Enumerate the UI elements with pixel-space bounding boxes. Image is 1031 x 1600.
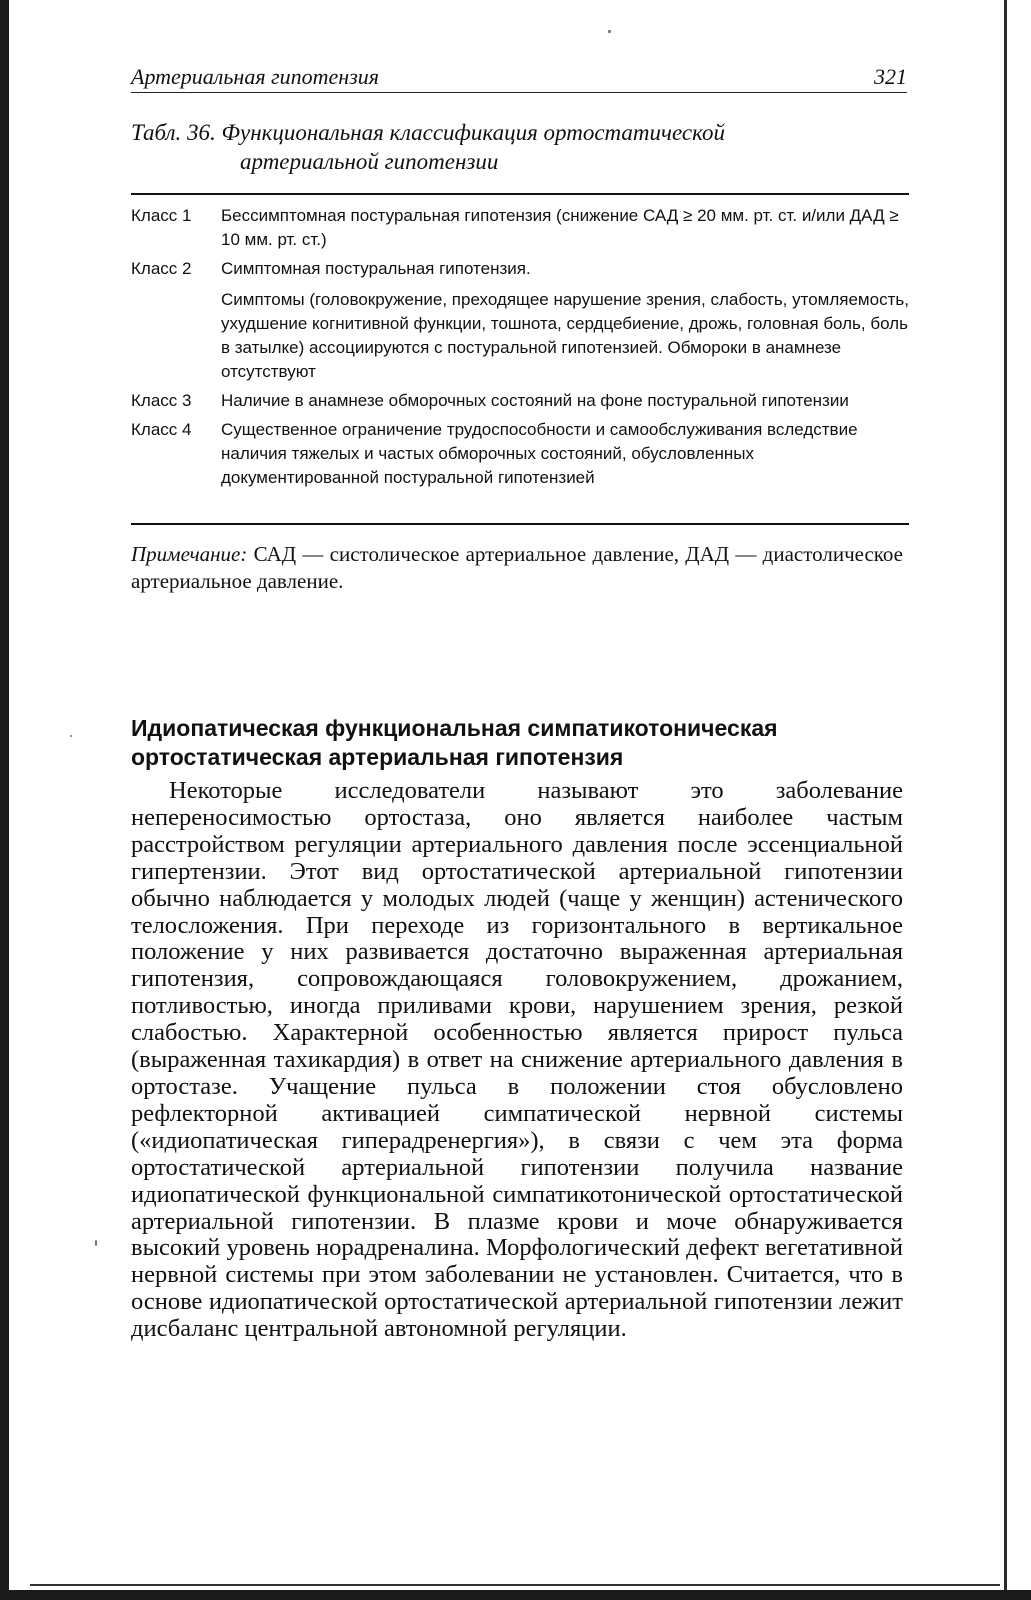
class-description <box>221 389 909 413</box>
scan-speck <box>70 735 72 737</box>
class-description-text: Существенное ограничение трудоспособности и самообслуживания вследствие наличия тяжелых и частых обморочных состояний, обусловленных документированной постуральной гипотензией <box>221 420 858 487</box>
running-header <box>131 62 907 93</box>
class-description-text: Симптомы (головокружение, преходящее нарушение зрения, слабость, утомляемость, ухудшение когнитивной функции, тошнота, сердцебиение, дрожь, головная боль, боль в затылке) ассоциируются с постуральной гипотензией. Обмороки в анамнезе отсутствуют <box>221 290 909 381</box>
table-row <box>131 389 909 413</box>
class-description-text: Симптомная постуральная гипотензия. <box>221 259 531 278</box>
class-description <box>221 204 909 252</box>
table-top-rule <box>131 193 909 195</box>
class-label: Класс 4 <box>131 420 192 439</box>
body-paragraph: Некоторые исследователи называют это заболевание непереносимостью ортостаза, оно является наиболее частым расстройством регуляции артериального давления после эссенциальной гипертензии. Этот вид ортостатической артериальной гипотензии обычно наблюдается у молодых людей (чаще у женщин) астенического телосложения. При переходе из горизонтального в вертикальное положение у них развивается достаточно выраженная артериальная гипотензия, сопровождающаяся головокружением, дрожанием, потливостью, иногда приливами крови, нарушением зрения, резкой слабостью. Характерной особенностью является прирост пульса (выраженная тахикардия) в ответ на снижение артериального давления в ортостазе. Учащение пульса в положении стоя обусловлено рефлекторной активацией симпатической нервной системы («идиопатическая гиперадренергия»), в связи с чем эта форма ортостатической артериальной гипотензии получила название идиопатической функциональной симпатикотонической ортостатической артериальной гипотензии. В плазме крови и моче обнаруживается высокий уровень норадреналина. Морфологический дефект вегетативной нервной системы при этом заболевании не установлен. Считается, что в основе идиопатической ортостатической артериальной гипотензии лежит дисбаланс центральной автономной регуляции. <box>131 777 903 1343</box>
table-caption-line-1: Табл. 36. Функциональная классификация ортостатической <box>131 120 726 145</box>
scan-edge-bottom-line <box>30 1584 1000 1586</box>
table-caption <box>131 118 921 176</box>
table-note <box>131 541 903 595</box>
table-caption-line-2: артериальной гипотензии <box>240 149 499 174</box>
class-label: Класс 2 <box>131 259 192 278</box>
section-heading: Идиопатическая функциональная симпатикотоническая ортостатическая артериальная гипотензия <box>131 715 778 770</box>
page-number: 321 <box>874 64 907 89</box>
class-description <box>221 418 909 490</box>
table-row <box>131 418 909 490</box>
note-text: САД — систолическое артериальное давление, ДАД — диастолическое артериальное давление. <box>131 542 904 593</box>
running-header-title: Артериальная гипотензия <box>131 64 380 89</box>
scan-edge-left <box>0 0 9 1600</box>
table-row <box>131 204 909 252</box>
note-label: Примечание: <box>131 542 248 566</box>
class-description-text: Наличие в анамнезе обморочных состояний на фоне постуральной гипотензии <box>221 391 849 410</box>
class-description-text: Бессимптомная постуральная гипотензия (снижение САД ≥ 20 мм. рт. ст. и/или ДАД ≥ 10 мм. рт. ст.) <box>221 206 899 249</box>
scan-edge-bottom <box>0 1590 1031 1600</box>
scan-edge-right <box>1004 0 1007 1600</box>
scan-speck <box>95 1240 97 1246</box>
table-row <box>131 257 909 384</box>
classification-table <box>131 204 909 495</box>
table-bottom-rule <box>131 523 909 525</box>
class-label: Класс 1 <box>131 206 192 225</box>
class-description <box>221 257 909 384</box>
scan-speck <box>608 30 611 33</box>
class-label: Класс 3 <box>131 391 192 410</box>
